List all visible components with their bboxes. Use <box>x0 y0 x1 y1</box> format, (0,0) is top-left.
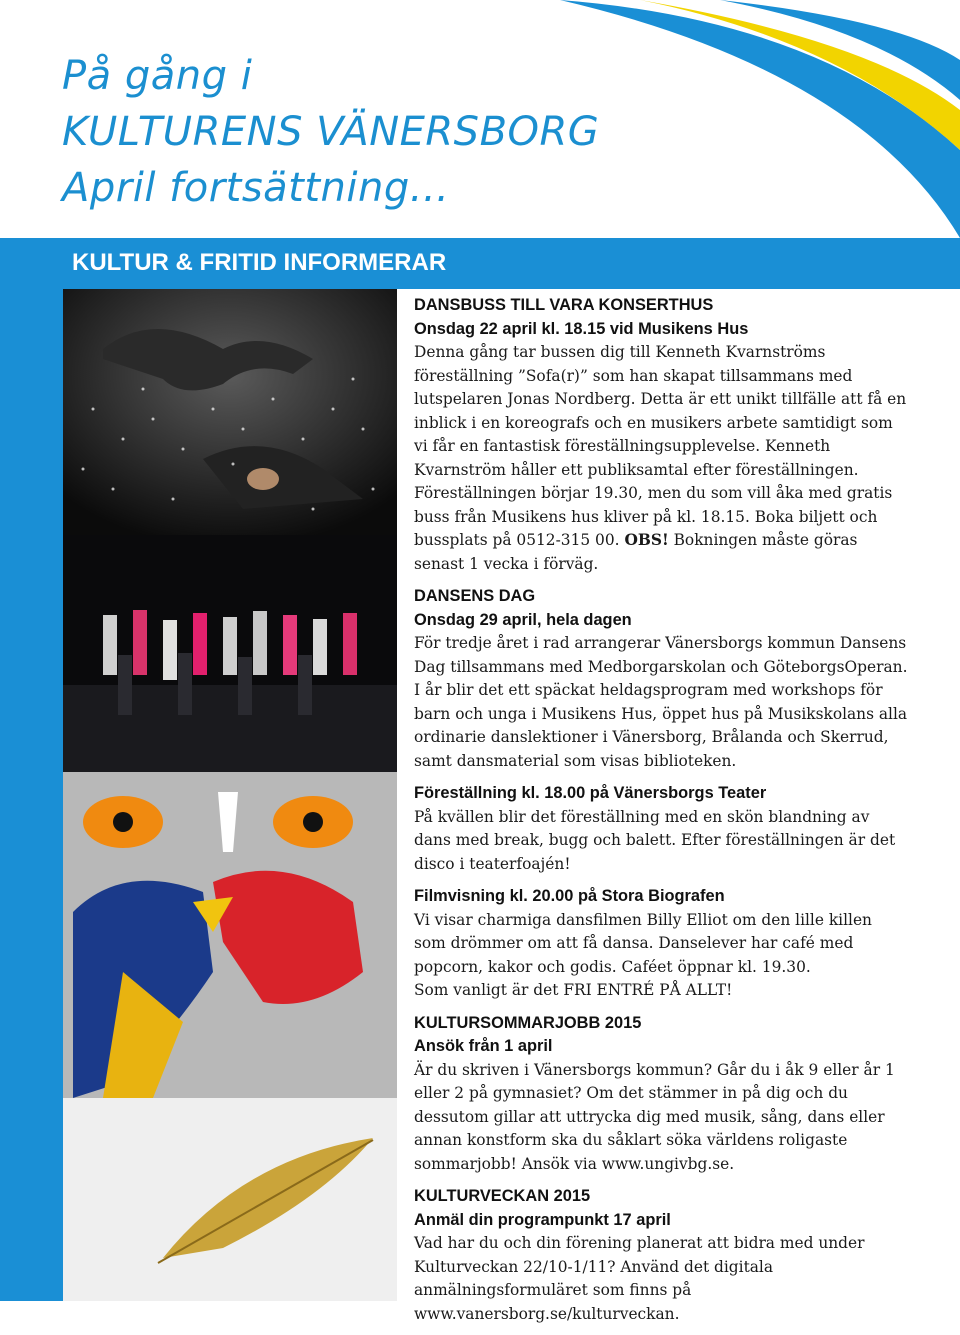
section-body: På kvällen blir det föreställning med en skön blandning av dans med break, bugg och balett. Efter föreställningen är det disco i teaterfoajén! <box>414 807 896 873</box>
section-heading: KULTURVECKAN 2015 <box>414 1187 591 1205</box>
section-body: För tredje året i rad arrangerar Vänersborgs kommun Dansens Dag tillsammans med Medborgarskolan och GöteborgsOperan. I år blir det ett späckat heldagsprogram med workshops för barn och unga i Musikens Hus, öppet hus på Musikskolans alla ordinarie danslektioner i Vänersborg, Brålanda och Skerrud, samt dansmaterial som visas biblioteken. <box>414 634 908 770</box>
eagle-mural-photo <box>63 772 397 1098</box>
page-title <box>62 48 599 216</box>
obs-note: OBS! <box>624 531 669 549</box>
dancer-in-rain-photo <box>63 289 397 535</box>
dance-group-stage-photo <box>63 535 397 772</box>
section-heading: Filmvisning kl. 20.00 på Stora Biografen <box>414 887 725 905</box>
title-line-1: På gång i <box>62 53 253 99</box>
banner-heading: KULTUR & FRITID INFORMERAR <box>72 249 447 276</box>
section-dansbuss <box>414 294 908 576</box>
section-kulturveckan <box>414 1185 908 1326</box>
section-subheading: Anmäl din programpunkt 17 april <box>414 1210 671 1229</box>
article-text <box>414 294 908 1335</box>
section-heading: Föreställning kl. 18.00 på Vänersborgs Teater <box>414 784 767 802</box>
section-body: Vad har du och din förening planerat att bidra med under Kulturveckan 22/10-1/11? Använd det digitala anmälningsformuläret som finns på www.vanersborg.se/kulturveckan. <box>414 1234 865 1323</box>
section-heading: KULTURSOMMARJOBB 2015 <box>414 1013 642 1032</box>
title-line-2: KULTURENS VÄNERSBORG <box>62 109 600 155</box>
section-subheading: Onsdag 22 april kl. 18.15 vid Musikens Hus <box>414 319 749 338</box>
section-body: Är du skriven i Vänersborgs kommun? Går du i åk 9 eller år 1 eller 2 på gymnasiet? Om det stämmer in på dig och du dessutom gillar att uttrycka dig med musik, sång, dans eller annan konstform ska du såklart söka världens roligaste sommarjobb! Ansök via www.ungivbg.se. <box>414 1060 895 1173</box>
section-body: Vi visar charmiga dansfilmen Billy Elliot om den lille killen som drömmer om att få dansa. Danselever har café med popcorn, kakor och godis. Caféet öppnar kl. 19.30. <box>414 910 872 976</box>
section-forestallning <box>414 782 908 876</box>
section-filmvisning <box>414 885 908 1003</box>
section-heading: DANSBUSS TILL VARA KONSERTHUS <box>414 296 714 314</box>
section-body-2: Som vanligt är det FRI ENTRÉ PÅ ALLT! <box>414 981 733 999</box>
section-kultursommarjobb <box>414 1012 908 1177</box>
section-subheading: Ansök från 1 april <box>414 1037 553 1055</box>
section-heading: DANSENS DAG <box>414 587 536 605</box>
section-subheading: Onsdag 29 april, hela dagen <box>414 610 632 629</box>
section-body <box>414 341 908 576</box>
golden-feather-photo <box>63 1098 397 1301</box>
section-dansens-dag <box>414 585 908 773</box>
title-line-3: April fortsättning... <box>62 165 450 211</box>
section-body-text: Denna gång tar bussen dig till Kenneth Kvarnströms föreställning ”Sofa(r)” som han skapat tillsammans med lutspelaren Jonas Nordberg. Detta är ett unikt tillfälle att få en inblick i en koreografs och en musikers arbete samtidigt som vi får en fantastisk föreställningsupplevelse. Kenneth Kvarnström håller ett publiksamtal efter föreställningen. Föreställningen börjar 19.30, men du som vill åka med gratis buss från Musikens hus kliver på kl. 18.15. Boka biljett och bussplats på 0512-315 00. <box>414 343 907 549</box>
note-text: Bokningen måste göras senast 1 vecka i förväg. <box>414 531 858 573</box>
